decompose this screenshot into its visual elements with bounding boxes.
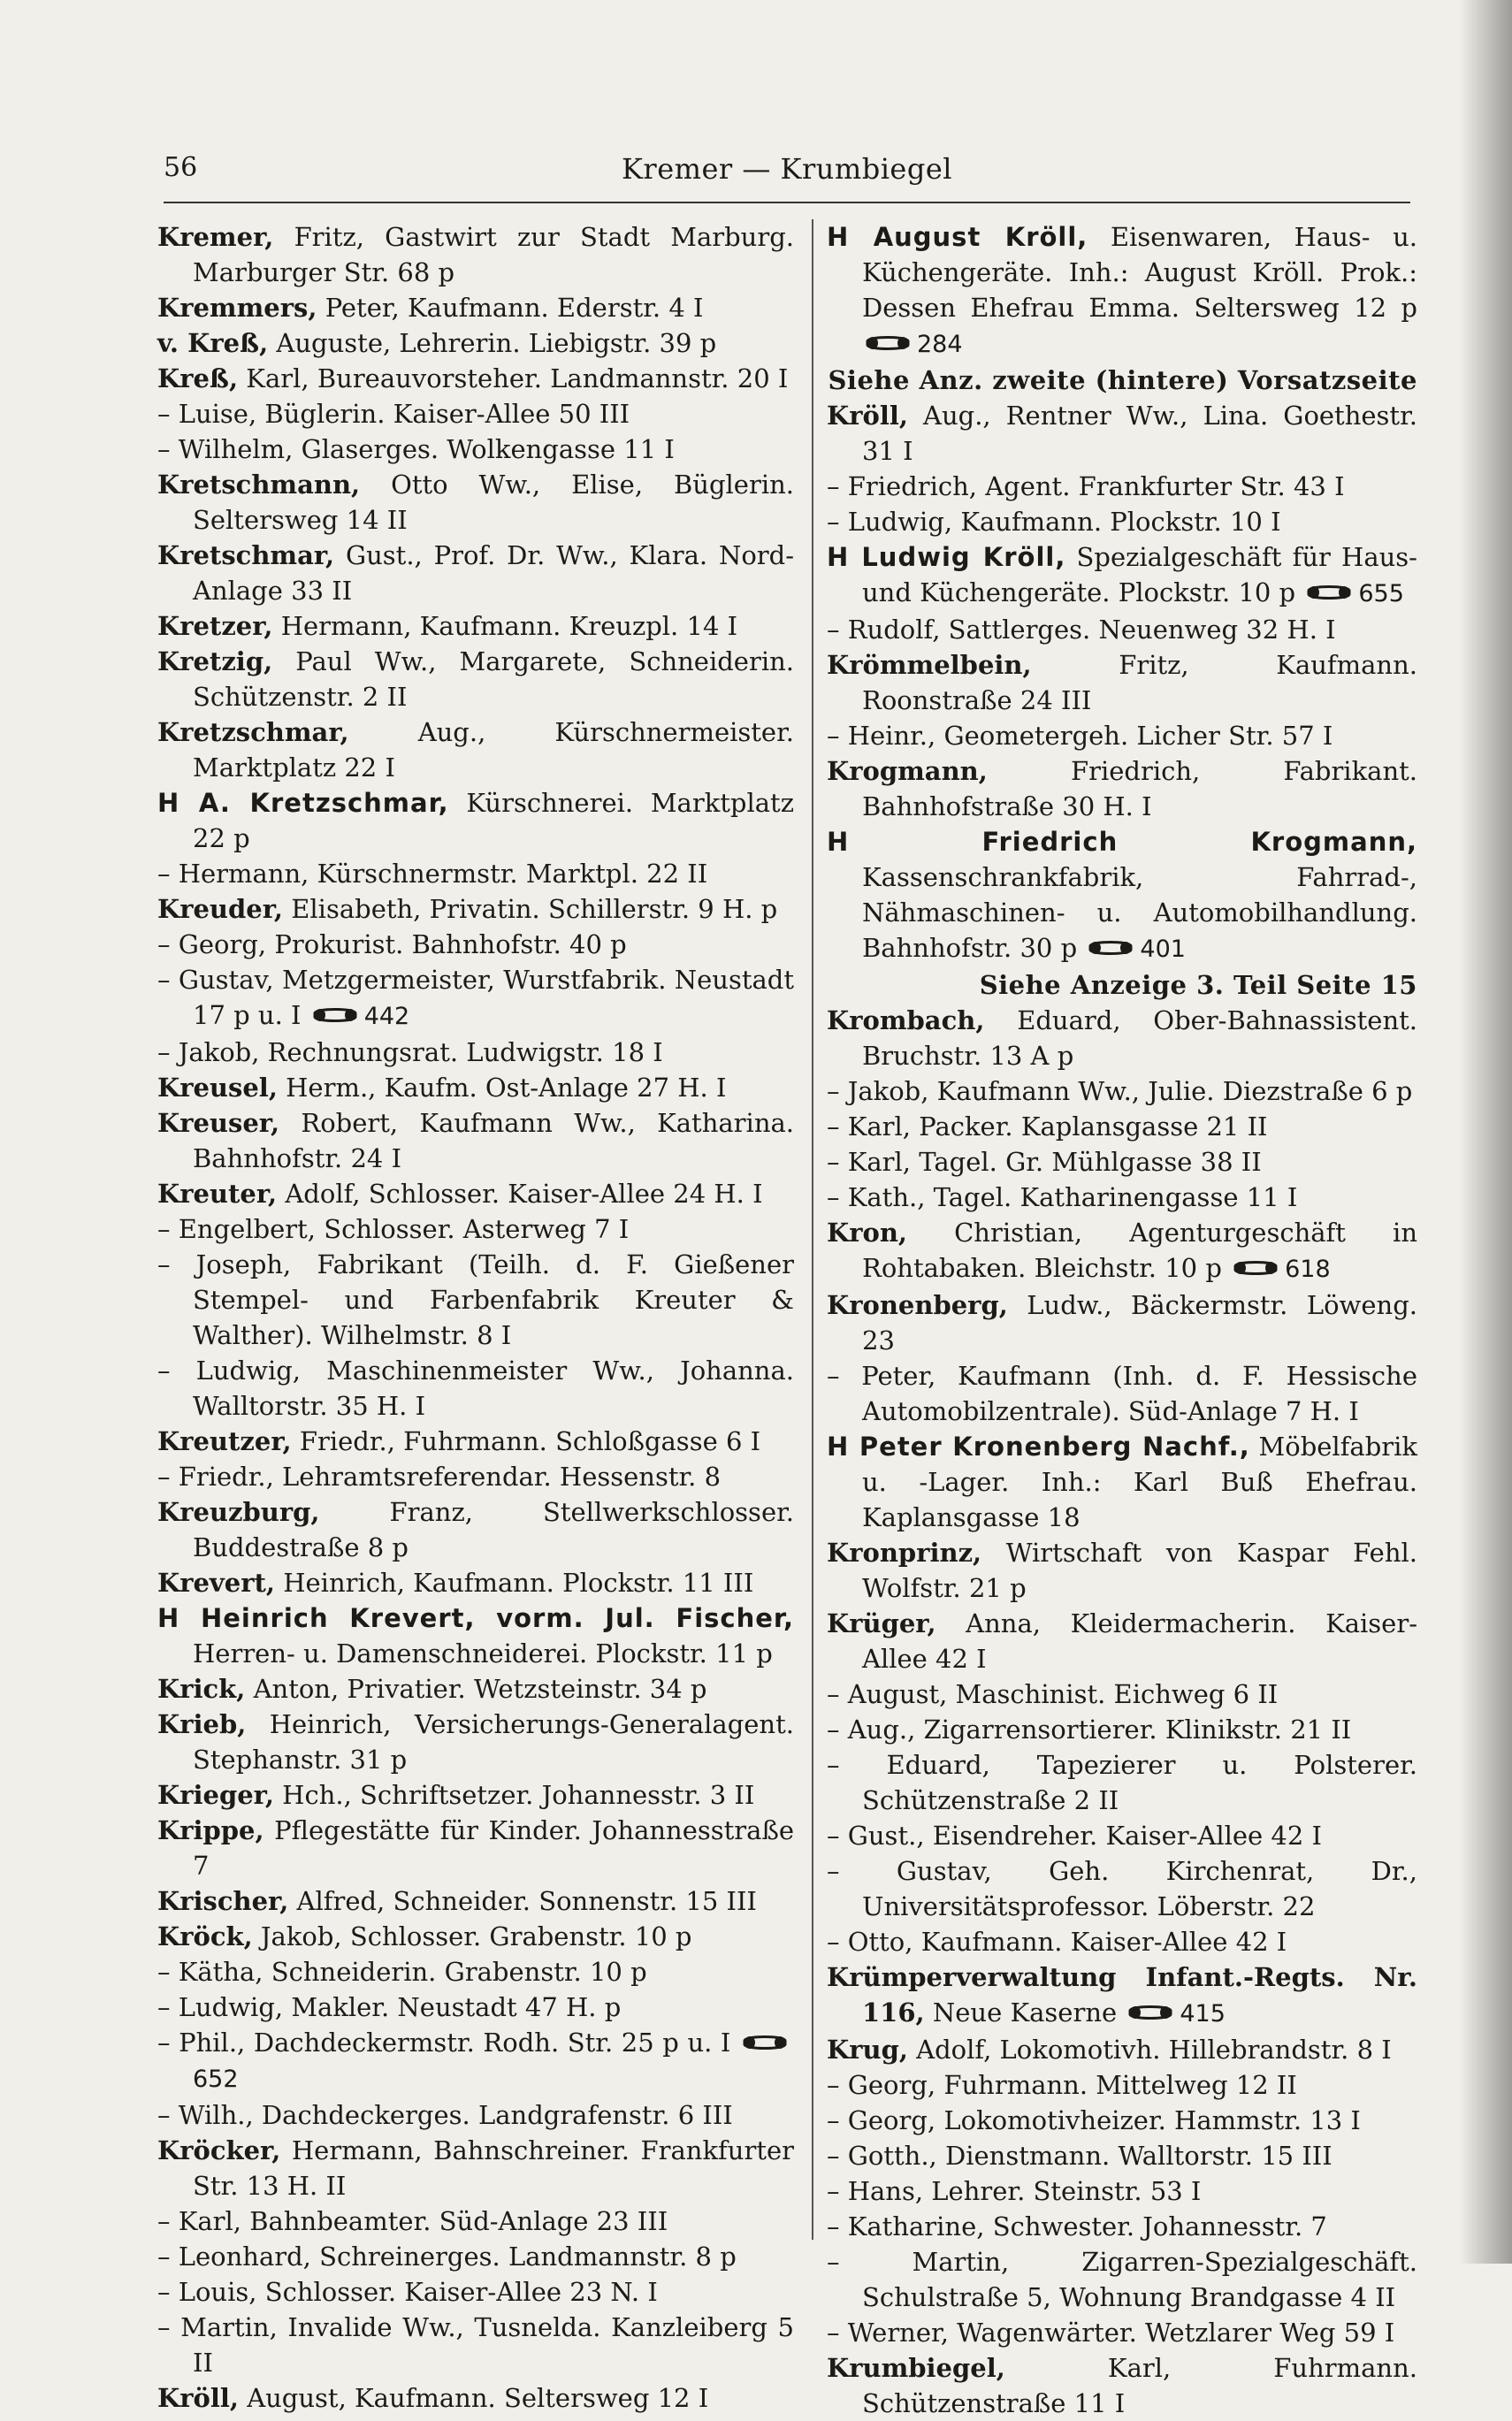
page-header <box>164 141 1410 195</box>
entry-name: Kron, <box>827 1218 908 1248</box>
directory-entry <box>157 1813 794 1883</box>
entry-text: Wirtschaft von Kaspar Fehl. Wolfstr. 21 p <box>862 1538 1417 1603</box>
entry-name: Krieb, <box>157 1709 247 1739</box>
entry-name: Kröck, <box>157 1921 253 1951</box>
entry-name: Kretzschmar, <box>157 717 349 747</box>
entry-text: – Jakob, Rechnungsrat. Ludwigstr. 18 I <box>157 1037 663 1067</box>
running-head: Kremer — Krumbiegel <box>621 152 953 186</box>
entry-text: Karl, Bureauvorsteher. Landmannstr. 20 I <box>246 363 789 393</box>
entry-name: Kremer, <box>157 222 274 252</box>
entry-text: – Rudolf, Sattlerges. Neuenweg 32 H. I <box>827 615 1336 645</box>
entry-text: – Friedr., Lehramtsreferendar. Hessenstr. 8 <box>157 1462 722 1492</box>
entry-name: Kröll, <box>157 2383 239 2413</box>
entry-text: – Louis, Schlosser. Kaiser-Allee 23 N. I <box>157 2277 658 2307</box>
directory-entry <box>157 1424 794 1459</box>
entry-text: Auguste, Lehrerin. Liebigstr. 39 p <box>276 328 717 358</box>
directory-entry <box>827 1853 1417 1924</box>
directory-entry <box>827 1073 1417 1109</box>
telephone-number: 284 <box>917 331 963 358</box>
directory-entry <box>157 1707 794 1777</box>
directory-entry <box>827 2244 1417 2315</box>
directory-entry <box>827 1535 1417 1606</box>
directory-entry <box>827 1287 1417 1358</box>
entry-name: Krevert, <box>157 1568 276 1598</box>
directory-entry <box>157 644 794 714</box>
entry-name: Krumbiegel, <box>827 2353 1005 2383</box>
directory-entry <box>827 539 1417 612</box>
directory-entry <box>827 612 1417 647</box>
entry-name: v. Kreß, <box>157 328 269 358</box>
entry-name: Krippe, <box>157 1815 264 1845</box>
entry-text: Hermann, Kaufmann. Kreuzpl. 14 I <box>280 611 738 641</box>
directory-entry <box>827 398 1417 469</box>
entry-name: Kreuser, <box>157 1108 280 1138</box>
entry-name: H Ludwig Kröll, <box>827 542 1066 572</box>
entry-text: – Georg, Fuhrmann. Mittelweg 12 II <box>827 2070 1297 2100</box>
entry-text: Herm., Kaufm. Ost-Anlage 27 H. I <box>286 1073 727 1103</box>
directory-entry <box>157 2097 794 2133</box>
entry-text: August, Kaufmann. Seltersweg 12 I <box>247 2383 709 2413</box>
directory-entry <box>157 2239 794 2274</box>
entry-text: Kürschnerei. Marktplatz 22 p <box>193 788 794 853</box>
telephone-number: 655 <box>1358 580 1404 607</box>
entry-text: Fritz, Gastwirt zur Stadt Marburg. Marburger Str. 68 p <box>193 222 795 287</box>
telephone-icon <box>1085 937 1136 960</box>
entry-name: Kröll, <box>827 401 908 431</box>
entry-text: – Leonhard, Schreinerges. Landmannstr. 8 p <box>157 2242 737 2272</box>
directory-entry <box>157 891 794 927</box>
entry-name: Kretschmar, <box>157 540 335 570</box>
entry-text: Ludw., Bäckermstr. Löweng. 23 <box>862 1290 1417 1356</box>
directory-entry <box>827 1924 1417 1959</box>
entry-text: – Otto, Kaufmann. Kaiser-Allee 42 I <box>827 1927 1287 1957</box>
page-edge-shadow <box>1459 0 1512 2264</box>
right-column <box>827 219 1418 2418</box>
entry-text: Alfred, Schneider. Sonnenstr. 15 III <box>296 1886 757 1916</box>
directory-entry <box>157 467 794 538</box>
directory-entry <box>157 1600 794 1671</box>
telephone-number: 415 <box>1180 2000 1226 2028</box>
entry-text: – Heinr., Geometergeh. Licher Str. 57 I <box>827 721 1333 751</box>
entry-text: Möbelfabrik u. -Lager. Inh.: Karl Buß Ehefrau. Kaplansgasse 18 <box>862 1432 1417 1532</box>
entry-text: Aug., Rentner Ww., Lina. Goethestr. 31 I <box>862 401 1417 466</box>
entry-name: Kronenberg, <box>827 1290 1008 1320</box>
directory-entry <box>157 361 794 396</box>
entry-text: – Martin, Zigarren-Spezialgeschäft. Schulstraße 5, Wohnung Brandgasse 4 II <box>827 2247 1417 2312</box>
directory-entry <box>157 290 794 325</box>
entry-text: Robert, Kaufmann Ww., Katharina. Bahnhofstr. 24 I <box>193 1108 795 1173</box>
entry-text: Anna, Kleidermacherin. Kaiser-Allee 42 I <box>862 1608 1417 1674</box>
directory-entry <box>827 2103 1417 2138</box>
directory-entry <box>827 504 1417 539</box>
entry-text: – Friedrich, Agent. Frankfurter Str. 43 I <box>827 471 1345 501</box>
entry-text: – Katharine, Schwester. Johannesstr. 7 <box>827 2211 1327 2242</box>
telephone-icon <box>1303 582 1355 605</box>
entry-text: Neue Kaserne <box>932 1997 1118 2028</box>
directory-entry <box>827 718 1417 753</box>
entry-name: Krieger, <box>157 1780 274 1810</box>
entry-text: – Kätha, Schneiderin. Grabenstr. 10 p <box>157 1957 647 1987</box>
entry-text: Elisabeth, Privatin. Schillerstr. 9 H. p <box>291 894 778 924</box>
entry-text: – Hermann, Kürschnermstr. Marktpl. 22 II <box>157 859 708 889</box>
entry-text: Pflegestätte für Kinder. Johannesstraße 7 <box>193 1815 794 1881</box>
entry-text: – Phil., Dachdeckermstr. Rodh. Str. 25 p u. I <box>157 2028 731 2058</box>
entry-text: Karl, Fuhrmann. Schützenstraße 11 I <box>862 2353 1418 2418</box>
entry-text: Herren- u. Damenschneiderei. Plockstr. 11 p <box>193 1638 773 1669</box>
directory-entry <box>157 1035 794 1070</box>
entry-text: Friedrich, Fabrikant. Bahnhofstraße 30 H. I <box>862 756 1417 821</box>
directory-entry <box>157 1954 794 1989</box>
entry-text: Hermann, Bahnschreiner. Frankfurter Str. 13 H. II <box>193 2135 794 2201</box>
advertisement-notice: Siehe Anz. zweite (hintere) Vorsatzseite <box>828 365 1417 395</box>
entry-text: Eduard, Ober-Bahnassistent. Bruchstr. 13 A p <box>862 1005 1417 1071</box>
directory-entry <box>827 1003 1417 1073</box>
entry-name: Krüger, <box>827 1608 936 1638</box>
entry-name: Kreusel, <box>157 1073 278 1103</box>
entry-text: – Gotth., Dienstmann. Walltorstr. 15 III <box>827 2141 1333 2171</box>
directory-entry <box>157 1459 794 1494</box>
directory-entry <box>827 1429 1417 1535</box>
entry-name: H Peter Kronenberg Nachf., <box>827 1432 1250 1462</box>
entry-text: – Ludwig, Maschinenmeister Ww., Johanna. Walltorstr. 35 H. I <box>157 1356 794 1421</box>
entry-text: – Karl, Tagel. Gr. Mühlgasse 38 II <box>827 1147 1262 1177</box>
entry-text: – Wilh., Dachdeckerges. Landgrafenstr. 6 III <box>157 2100 733 2130</box>
directory-entry <box>827 1676 1417 1712</box>
entry-text: – Peter, Kaufmann (Inh. d. F. Hessische Automobilzentrale). Süd-Anlage 7 H. I <box>827 1361 1417 1426</box>
entry-text: Heinrich, Versicherungs-Generalagent. Stephanstr. 31 p <box>193 1709 794 1775</box>
telephone-number: 442 <box>363 1003 410 1030</box>
telephone-icon <box>739 2032 790 2055</box>
entry-text: – Gustav, Metzgermeister, Wurstfabrik. Neustadt 17 p u. I <box>157 965 794 1030</box>
directory-entry <box>827 1747 1417 1818</box>
directory-entry <box>157 962 794 1035</box>
directory-entry <box>827 1712 1417 1747</box>
entry-text: Christian, Agenturgeschäft in Rohtabaken. Bleichstr. 10 p <box>862 1218 1417 1283</box>
telephone-number: 652 <box>193 2066 239 2093</box>
entry-name: Kreutzer, <box>157 1426 292 1456</box>
directory-entry <box>157 1883 794 1919</box>
entry-name: H Friedrich Krogmann, <box>827 827 1417 857</box>
entry-text: – Joseph, Fabrikant (Teilh. d. F. Gießener Stempel- und Farbenfabrik Kreuter & Walther). Wilhelmstr. 8 I <box>157 1249 794 1350</box>
entry-name: Kretzer, <box>157 611 273 641</box>
directory-entry <box>157 856 794 891</box>
directory-entry <box>827 2067 1417 2103</box>
entry-name: Krümperverwaltung Infant.-Regts. Nr. 116, <box>827 1962 1417 2028</box>
directory-entry <box>827 2315 1417 2350</box>
entry-text: Eisenwaren, Haus- u. Küchengeräte. Inh.: August Kröll. Prok.: Dessen Ehefrau Emma. Seltersweg 12 p <box>862 222 1417 323</box>
column-divider <box>812 219 813 2240</box>
entry-text: – Werner, Wagenwärter. Wetzlarer Weg 59 I <box>827 2318 1395 2348</box>
directory-entry <box>157 538 794 608</box>
directory-entry <box>827 1144 1417 1180</box>
directory-entry <box>827 219 1417 363</box>
entry-text: Adolf, Lokomotivh. Hillebrandstr. 8 I <box>916 2035 1392 2065</box>
entry-name: Krogmann, <box>827 756 988 786</box>
entry-text: – August, Maschinist. Eichweg 6 II <box>827 1679 1279 1709</box>
entry-name: Kreuter, <box>157 1179 278 1209</box>
entry-text: Gust., Prof. Dr. Ww., Klara. Nord-Anlage 33 II <box>193 540 795 606</box>
directory-entry <box>157 2203 794 2239</box>
directory-entry <box>827 753 1417 824</box>
entry-name: Kreuder, <box>157 894 284 924</box>
directory-entry <box>157 1353 794 1424</box>
entry-text: Anton, Privatier. Wetzsteinstr. 34 p <box>253 1674 707 1704</box>
entry-text: Franz, Stellwerkschlosser. Buddestraße 8 p <box>193 1497 794 1562</box>
entry-text: – Ludwig, Kaufmann. Plockstr. 10 I <box>827 507 1281 537</box>
directory-entry <box>157 1070 794 1105</box>
left-column <box>157 219 795 2413</box>
telephone-icon <box>1125 2002 1176 2025</box>
directory-entry <box>157 1989 794 2025</box>
page-number: 56 <box>164 152 198 183</box>
entry-text: Jakob, Schlosser. Grabenstr. 10 p <box>260 1921 692 1951</box>
directory-entry <box>157 2274 794 2310</box>
entry-text: – Jakob, Kaufmann Ww., Julie. Diezstraße 6 p <box>827 1076 1413 1106</box>
directory-entry <box>157 927 794 962</box>
entry-name: Kretzig, <box>157 646 273 676</box>
entry-name: Kretschmann, <box>157 470 361 500</box>
entry-text: – Luise, Büglerin. Kaiser-Allee 50 III <box>157 399 630 429</box>
directory-entry <box>827 647 1417 718</box>
entry-name: Kreuzburg, <box>157 1497 320 1527</box>
entry-text: Aug., Kürschnermeister. Marktplatz 22 I <box>193 717 794 783</box>
header-rule <box>164 202 1410 203</box>
entry-name: Krömmelbein, <box>827 650 1032 680</box>
entry-text: – Hans, Lehrer. Steinstr. 53 I <box>827 2176 1202 2206</box>
directory-entry <box>827 2173 1417 2209</box>
directory-entry <box>157 1211 794 1247</box>
directory-entry <box>157 785 794 856</box>
directory-entry <box>157 1777 794 1813</box>
directory-entry <box>157 432 794 467</box>
entry-name: Kröcker, <box>157 2135 281 2165</box>
entry-text: Paul Ww., Margarete, Schneiderin. Schützenstr. 2 II <box>193 646 794 712</box>
directory-entry <box>827 1606 1417 1676</box>
entry-name: Krombach, <box>827 1005 985 1035</box>
entry-text: – Karl, Bahnbeamter. Süd-Anlage 23 III <box>157 2206 668 2236</box>
entry-text: Kassenschrankfabrik, Fahrrad-, Nähmaschinen- u. Automobilhandlung. Bahnhofstr. 30 p <box>862 862 1417 963</box>
directory-entry <box>157 1247 794 1353</box>
entry-name: Krug, <box>827 2035 908 2065</box>
directory-entry <box>827 2032 1417 2067</box>
directory-entry <box>827 824 1417 967</box>
directory-entry <box>827 1818 1417 1853</box>
entry-text: – Aug., Zigarrensortierer. Klinikstr. 21 II <box>827 1715 1352 1745</box>
directory-entry <box>157 1176 794 1211</box>
entry-name: Kronprinz, <box>827 1538 982 1568</box>
directory-entry <box>827 1959 1417 2032</box>
entry-name: Kreß, <box>157 363 239 393</box>
directory-entry <box>157 1494 794 1565</box>
entry-text: – Karl, Packer. Kaplansgasse 21 II <box>827 1111 1268 1142</box>
directory-entry <box>157 2025 794 2097</box>
directory-entry <box>157 608 794 644</box>
entry-text: – Georg, Lokomotivheizer. Hammstr. 13 I <box>827 2105 1361 2135</box>
entry-text: Friedr., Fuhrmann. Schloßgasse 6 I <box>299 1426 761 1456</box>
entry-text: Hch., Schriftsetzer. Johannesstr. 3 II <box>282 1780 755 1810</box>
directory-entry <box>827 2209 1417 2244</box>
directory-entry <box>827 2350 1417 2421</box>
directory-entry <box>157 1565 794 1600</box>
entry-name: Kremmers, <box>157 293 317 323</box>
directory-entry <box>157 714 794 785</box>
directory-entry <box>827 1109 1417 1144</box>
telephone-icon <box>862 332 913 355</box>
entry-text: Spezialgeschäft für Haus- und Küchengeräte. Plockstr. 10 p <box>862 542 1417 607</box>
telephone-icon <box>309 1004 361 1027</box>
directory-entry <box>157 2310 794 2380</box>
entry-name: H August Kröll, <box>827 222 1088 252</box>
directory-entry <box>157 1671 794 1707</box>
entry-text: Heinrich, Kaufmann. Plockstr. 11 III <box>283 1568 754 1598</box>
directory-entry <box>157 219 794 290</box>
entry-name: H A. Kretzschmar, <box>157 788 449 818</box>
directory-entry <box>157 325 794 361</box>
directory-entry <box>157 396 794 432</box>
directory-entry <box>827 1180 1417 1215</box>
directory-entry <box>827 2138 1417 2173</box>
telephone-icon <box>1230 1257 1281 1280</box>
entry-name: H Heinrich Krevert, vorm. Jul. Fischer, <box>157 1603 794 1633</box>
advertisement-notice: Siehe Anzeige 3. Teil Seite 15 <box>979 970 1417 1000</box>
directory-entry <box>157 1105 794 1176</box>
telephone-number: 618 <box>1285 1256 1331 1283</box>
entry-text: – Wilhelm, Glaserges. Wolkengasse 11 I <box>157 434 675 464</box>
entry-name: Krischer, <box>157 1886 289 1916</box>
entry-text: Adolf, Schlosser. Kaiser-Allee 24 H. I <box>285 1179 763 1209</box>
directory-entry <box>157 2380 794 2416</box>
entry-text: – Ludwig, Makler. Neustadt 47 H. p <box>157 1992 622 2022</box>
entry-text: – Gust., Eisendreher. Kaiser-Allee 42 I <box>827 1821 1323 1851</box>
telephone-number: 401 <box>1140 936 1186 963</box>
entry-text: – Martin, Invalide Ww., Tusnelda. Kanzleiberg 5 II <box>157 2312 794 2378</box>
directory-entry <box>157 2133 794 2203</box>
directory-entry <box>827 1358 1417 1429</box>
entry-text: Peter, Kaufmann. Ederstr. 4 I <box>325 293 704 323</box>
entry-text: Otto Ww., Elise, Büglerin. Seltersweg 14 II <box>193 470 794 535</box>
entry-text: – Georg, Prokurist. Bahnhofstr. 40 p <box>157 929 627 959</box>
entry-text: – Engelbert, Schlosser. Asterweg 7 I <box>157 1214 630 1244</box>
entry-text: – Gustav, Geh. Kirchenrat, Dr., Universitätsprofessor. Löberstr. 22 <box>827 1856 1417 1921</box>
entry-text: – Kath., Tagel. Katharinengasse 11 I <box>827 1182 1298 1212</box>
directory-entry <box>827 469 1417 504</box>
entry-text: Fritz, Kaufmann. Roonstraße 24 III <box>862 650 1418 715</box>
entry-text: – Eduard, Tapezierer u. Polsterer. Schützenstraße 2 II <box>827 1750 1417 1815</box>
entry-name: Krick, <box>157 1674 246 1704</box>
directory-entry <box>827 1215 1417 1287</box>
directory-entry <box>157 1919 794 1954</box>
